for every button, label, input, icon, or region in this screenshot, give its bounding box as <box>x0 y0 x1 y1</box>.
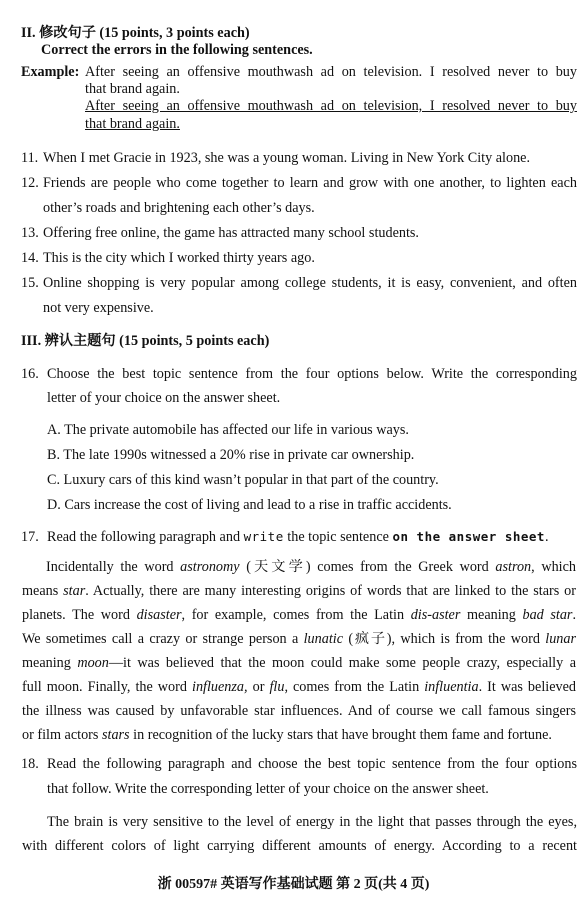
paragraph-line: We sometimes call a crazy or strange person a lunatic (疯子), which is from the word lunar <box>22 631 576 647</box>
q18-paragraph-line-1: The brain is very sensitive to the level of energy in the light that passes through the eyes, <box>47 814 577 830</box>
example-correct-line-2: that brand again. <box>85 116 180 132</box>
q17-instruction <box>47 529 549 546</box>
q18-instruction-line-1: Read the following paragraph and choose the best topic sentence from the four options <box>47 756 577 772</box>
paragraph-line: meaning moon—it was believed that the moon could make some people crazy, especially a <box>22 655 576 671</box>
item-number: 13. <box>21 225 39 241</box>
item-12-text-line-1: Friends are people who come together to learn and grow with one another, to lighten each <box>43 175 577 191</box>
item-15-text-line-1: Online shopping is very popular among college students, it is easy, convenient, and often <box>43 275 577 291</box>
item-15-text-line-2: not very expensive. <box>43 300 154 316</box>
paragraph-line: or film actors stars in recognition of the lucky stars that have brought them fame and fortune. <box>22 727 552 743</box>
question-number: 16. <box>21 366 39 382</box>
page-footer: 浙 00597# 英语写作基础试题 第 2 页(共 4 页) <box>157 877 430 892</box>
section-3-heading: III. 辨认主题句 (15 points, 5 points each) <box>21 333 270 349</box>
section-2-heading: II. 修改句子 (15 points, 3 points each) <box>21 25 250 41</box>
item-12-text-line-2: other’s roads and brightening each other’s days. <box>43 200 315 216</box>
q16-option-d: D. Cars increase the cost of living and lead to a rise in traffic accidents. <box>47 497 452 513</box>
question-number: 18. <box>21 756 39 772</box>
paragraph-line: full moon. Finally, the word influenza, or flu, comes from the Latin influentia. It was believed <box>22 679 576 695</box>
q17-intro-c: the topic sentence <box>283 529 393 545</box>
section-2-instruction: Correct the errors in the following sentences. <box>41 42 313 58</box>
paragraph-line: means star. Actually, there are many interesting origins of words that are linked to the stars or <box>22 583 576 599</box>
q16-option-b: B. The late 1990s witnessed a 20% rise in private car ownership. <box>47 447 415 463</box>
q17-intro-b: write <box>243 529 284 544</box>
q17-paragraph <box>22 555 576 747</box>
question-number: 17. <box>21 529 39 545</box>
paragraph-line: planets. The word disaster, for example, comes from the Latin dis-aster meaning bad star. <box>22 607 577 623</box>
item-number: 12. <box>21 175 39 191</box>
q16-option-a: A. The private automobile has affected our life in various ways. <box>47 422 409 438</box>
example-label: Example: <box>21 64 80 80</box>
q17-intro-a: Read the following paragraph and <box>47 529 244 545</box>
example-wrong-line-2: that brand again. <box>85 81 180 97</box>
q16-option-c: C. Luxury cars of this kind wasn’t popular in that part of the country. <box>47 472 439 488</box>
q16-instruction-line-2: letter of your choice on the answer sheet. <box>47 390 281 406</box>
example-correct-line-1: After seeing an offensive mouthwash ad on television, I resolved never to buy <box>85 98 577 114</box>
item-number: 11. <box>21 150 39 166</box>
paragraph-line: Incidentally the word astronomy (天文学) comes from the Greek word astron, which <box>46 559 576 575</box>
item-number: 14. <box>21 250 39 266</box>
item-13-text: Offering free online, the game has attracted many school students. <box>43 225 419 241</box>
q17-intro-e: . <box>544 529 549 545</box>
item-11-text: When I met Gracie in 1923, she was a young woman. Living in New York City alone. <box>43 150 531 166</box>
paragraph-line: the illness was caused by unfavorable star influences. And of course we call famous singers <box>22 703 576 719</box>
q18-instruction-line-2: that follow. Write the corresponding letter of your choice on the answer sheet. <box>47 781 489 797</box>
item-14-text: This is the city which I worked thirty years ago. <box>43 250 315 266</box>
q16-instruction-line-1: Choose the best topic sentence from the four options below. Write the corresponding <box>47 366 577 382</box>
example-wrong-line-1: After seeing an offensive mouthwash ad on television. I resolved never to buy <box>85 64 577 80</box>
item-number: 15. <box>21 275 39 291</box>
q17-intro-d: on the answer sheet <box>392 529 545 544</box>
q18-paragraph-line-2: with different colors of light carrying different amounts of energy. According to a recent <box>22 838 577 854</box>
